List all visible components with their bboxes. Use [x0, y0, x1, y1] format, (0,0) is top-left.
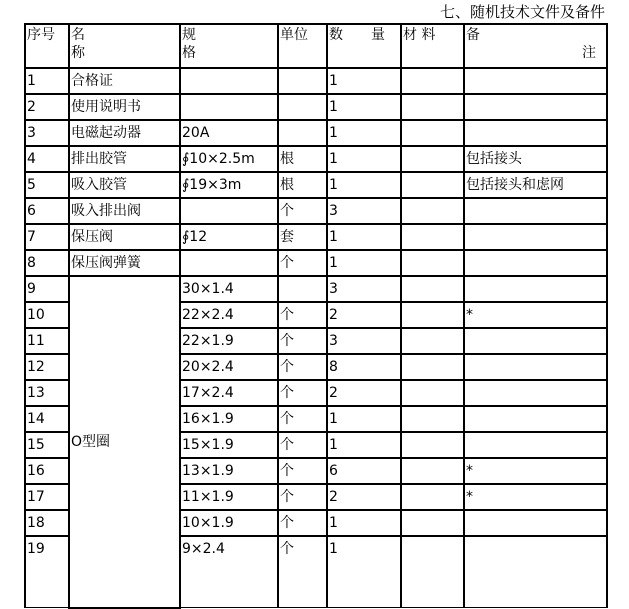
cell-unit: 个 — [278, 432, 327, 458]
cell-index: 9 — [25, 276, 69, 302]
header-row — [25, 24, 607, 68]
cell-unit: 个 — [278, 484, 327, 510]
cell-material — [401, 146, 464, 172]
table-row — [25, 250, 607, 276]
header-remark — [464, 24, 607, 68]
cell-spec: 16×1.9 — [180, 406, 278, 432]
cell-index: 16 — [25, 458, 69, 484]
cell-unit: 根 — [278, 172, 327, 198]
cell-quantity: 1 — [327, 94, 401, 120]
cell-material — [401, 406, 464, 432]
cell-remark — [464, 276, 607, 302]
cell-index: 19 — [25, 536, 69, 608]
cell-name: 合格证 — [69, 68, 180, 94]
cell-remark — [464, 328, 607, 354]
cell-unit: 个 — [278, 380, 327, 406]
cell-remark — [464, 432, 607, 458]
cell-quantity: 3 — [327, 276, 401, 302]
header-index — [25, 24, 69, 68]
cell-material — [401, 328, 464, 354]
cell-unit — [278, 276, 327, 302]
cell-remark — [464, 250, 607, 276]
cell-material — [401, 458, 464, 484]
cell-unit — [278, 94, 327, 120]
header-index-label: 序号 — [27, 27, 55, 43]
cell-material — [401, 276, 464, 302]
cell-index: 13 — [25, 380, 69, 406]
cell-quantity: 1 — [327, 224, 401, 250]
cell-quantity: 1 — [327, 510, 401, 536]
header-spec-line2: 格 — [182, 45, 196, 61]
cell-unit — [278, 120, 327, 146]
cell-spec: ∮19×3m — [180, 172, 278, 198]
cell-name: 吸入排出阀 — [69, 198, 180, 224]
cell-quantity: 2 — [327, 484, 401, 510]
header-material-label: 材 料 — [403, 27, 436, 43]
cell-spec: ∮12 — [180, 224, 278, 250]
cell-quantity: 3 — [327, 198, 401, 224]
header-remark-line2: 注 — [582, 45, 596, 61]
cell-index: 1 — [25, 68, 69, 94]
table-row — [25, 276, 607, 302]
cell-material — [401, 172, 464, 198]
cell-remark: * — [464, 302, 607, 328]
cell-index: 3 — [25, 120, 69, 146]
cell-spec — [180, 94, 278, 120]
cell-material — [401, 380, 464, 406]
cell-name: 保压阀 — [69, 224, 180, 250]
cell-quantity: 1 — [327, 68, 401, 94]
cell-material — [401, 250, 464, 276]
table-row — [25, 172, 607, 198]
cell-remark — [464, 198, 607, 224]
cell-index: 7 — [25, 224, 69, 250]
header-unit-label: 单位 — [280, 27, 308, 43]
cell-index: 4 — [25, 146, 69, 172]
cell-quantity: 1 — [327, 172, 401, 198]
cell-remark — [464, 536, 607, 608]
cell-quantity: 3 — [327, 328, 401, 354]
cell-index: 17 — [25, 484, 69, 510]
cell-remark — [464, 406, 607, 432]
cell-index: 14 — [25, 406, 69, 432]
cell-index: 11 — [25, 328, 69, 354]
table-row — [25, 68, 607, 94]
cell-remark: 包括接头和虑网 — [464, 172, 607, 198]
cell-index: 15 — [25, 432, 69, 458]
cell-spec: ∮10×2.5m — [180, 146, 278, 172]
cell-material — [401, 536, 464, 608]
cell-material — [401, 198, 464, 224]
cell-index: 8 — [25, 250, 69, 276]
cell-name: 电磁起动器 — [69, 120, 180, 146]
cell-spec: 22×1.9 — [180, 328, 278, 354]
cell-name: 使用说明书 — [69, 94, 180, 120]
cell-name: 吸入胶管 — [69, 172, 180, 198]
cell-spec: 22×2.4 — [180, 302, 278, 328]
cell-spec: 15×1.9 — [180, 432, 278, 458]
cell-unit: 套 — [278, 224, 327, 250]
parts-table — [24, 23, 608, 609]
cell-remark — [464, 68, 607, 94]
cell-spec: 20×2.4 — [180, 354, 278, 380]
cell-material — [401, 432, 464, 458]
cell-spec — [180, 68, 278, 94]
cell-material — [401, 68, 464, 94]
cell-index: 12 — [25, 354, 69, 380]
cell-name-merged: O型圈 — [69, 276, 180, 608]
cell-quantity: 2 — [327, 302, 401, 328]
cell-unit: 根 — [278, 146, 327, 172]
cell-index: 18 — [25, 510, 69, 536]
cell-index: 6 — [25, 198, 69, 224]
cell-spec — [180, 198, 278, 224]
cell-material — [401, 302, 464, 328]
cell-index: 2 — [25, 94, 69, 120]
cell-quantity: 6 — [327, 458, 401, 484]
table-row — [25, 224, 607, 250]
cell-remark: 包括接头 — [464, 146, 607, 172]
cell-unit — [278, 68, 327, 94]
cell-remark — [464, 510, 607, 536]
cell-unit: 个 — [278, 198, 327, 224]
cell-index: 10 — [25, 302, 69, 328]
table-row — [25, 198, 607, 224]
cell-spec: 20A — [180, 120, 278, 146]
cell-unit: 个 — [278, 406, 327, 432]
header-spec-line1: 规 — [182, 27, 196, 43]
cell-remark — [464, 380, 607, 406]
cell-material — [401, 354, 464, 380]
cell-quantity: 1 — [327, 120, 401, 146]
cell-remark — [464, 120, 607, 146]
header-name-line1: 名 — [71, 27, 85, 43]
cell-remark: * — [464, 484, 607, 510]
cell-index: 5 — [25, 172, 69, 198]
cell-unit: 个 — [278, 354, 327, 380]
cell-spec: 11×1.9 — [180, 484, 278, 510]
cell-remark — [464, 224, 607, 250]
cell-unit: 个 — [278, 328, 327, 354]
cell-unit: 个 — [278, 250, 327, 276]
cell-spec: 13×1.9 — [180, 458, 278, 484]
cell-remark — [464, 94, 607, 120]
cell-material — [401, 94, 464, 120]
cell-remark: * — [464, 458, 607, 484]
cell-quantity: 8 — [327, 354, 401, 380]
cell-remark — [464, 354, 607, 380]
cell-spec: 17×2.4 — [180, 380, 278, 406]
cell-quantity: 2 — [327, 380, 401, 406]
cell-unit: 个 — [278, 536, 327, 608]
header-spec — [180, 24, 278, 68]
cell-quantity: 1 — [327, 432, 401, 458]
header-remark-line1: 备 — [466, 27, 480, 43]
header-unit — [278, 24, 327, 68]
cell-material — [401, 120, 464, 146]
page-title: 七、随机技术文件及备件 — [439, 3, 605, 21]
cell-spec: 10×1.9 — [180, 510, 278, 536]
table-row — [25, 94, 607, 120]
header-name-line2: 称 — [71, 45, 85, 61]
table-row — [25, 120, 607, 146]
cell-spec — [180, 250, 278, 276]
cell-unit: 个 — [278, 458, 327, 484]
cell-material — [401, 510, 464, 536]
header-quantity-label: 数 量 — [329, 27, 385, 43]
cell-quantity: 1 — [327, 146, 401, 172]
cell-name: 排出胶管 — [69, 146, 180, 172]
cell-quantity: 1 — [327, 536, 401, 608]
header-quantity — [327, 24, 401, 68]
cell-spec: 9×2.4 — [180, 536, 278, 608]
cell-unit: 个 — [278, 302, 327, 328]
cell-material — [401, 224, 464, 250]
header-material — [401, 24, 464, 68]
header-name — [69, 24, 180, 68]
table-row — [25, 146, 607, 172]
cell-name: 保压阀弹簧 — [69, 250, 180, 276]
cell-material — [401, 484, 464, 510]
cell-spec: 30×1.4 — [180, 276, 278, 302]
cell-quantity: 1 — [327, 250, 401, 276]
cell-quantity: 1 — [327, 406, 401, 432]
cell-unit: 个 — [278, 510, 327, 536]
